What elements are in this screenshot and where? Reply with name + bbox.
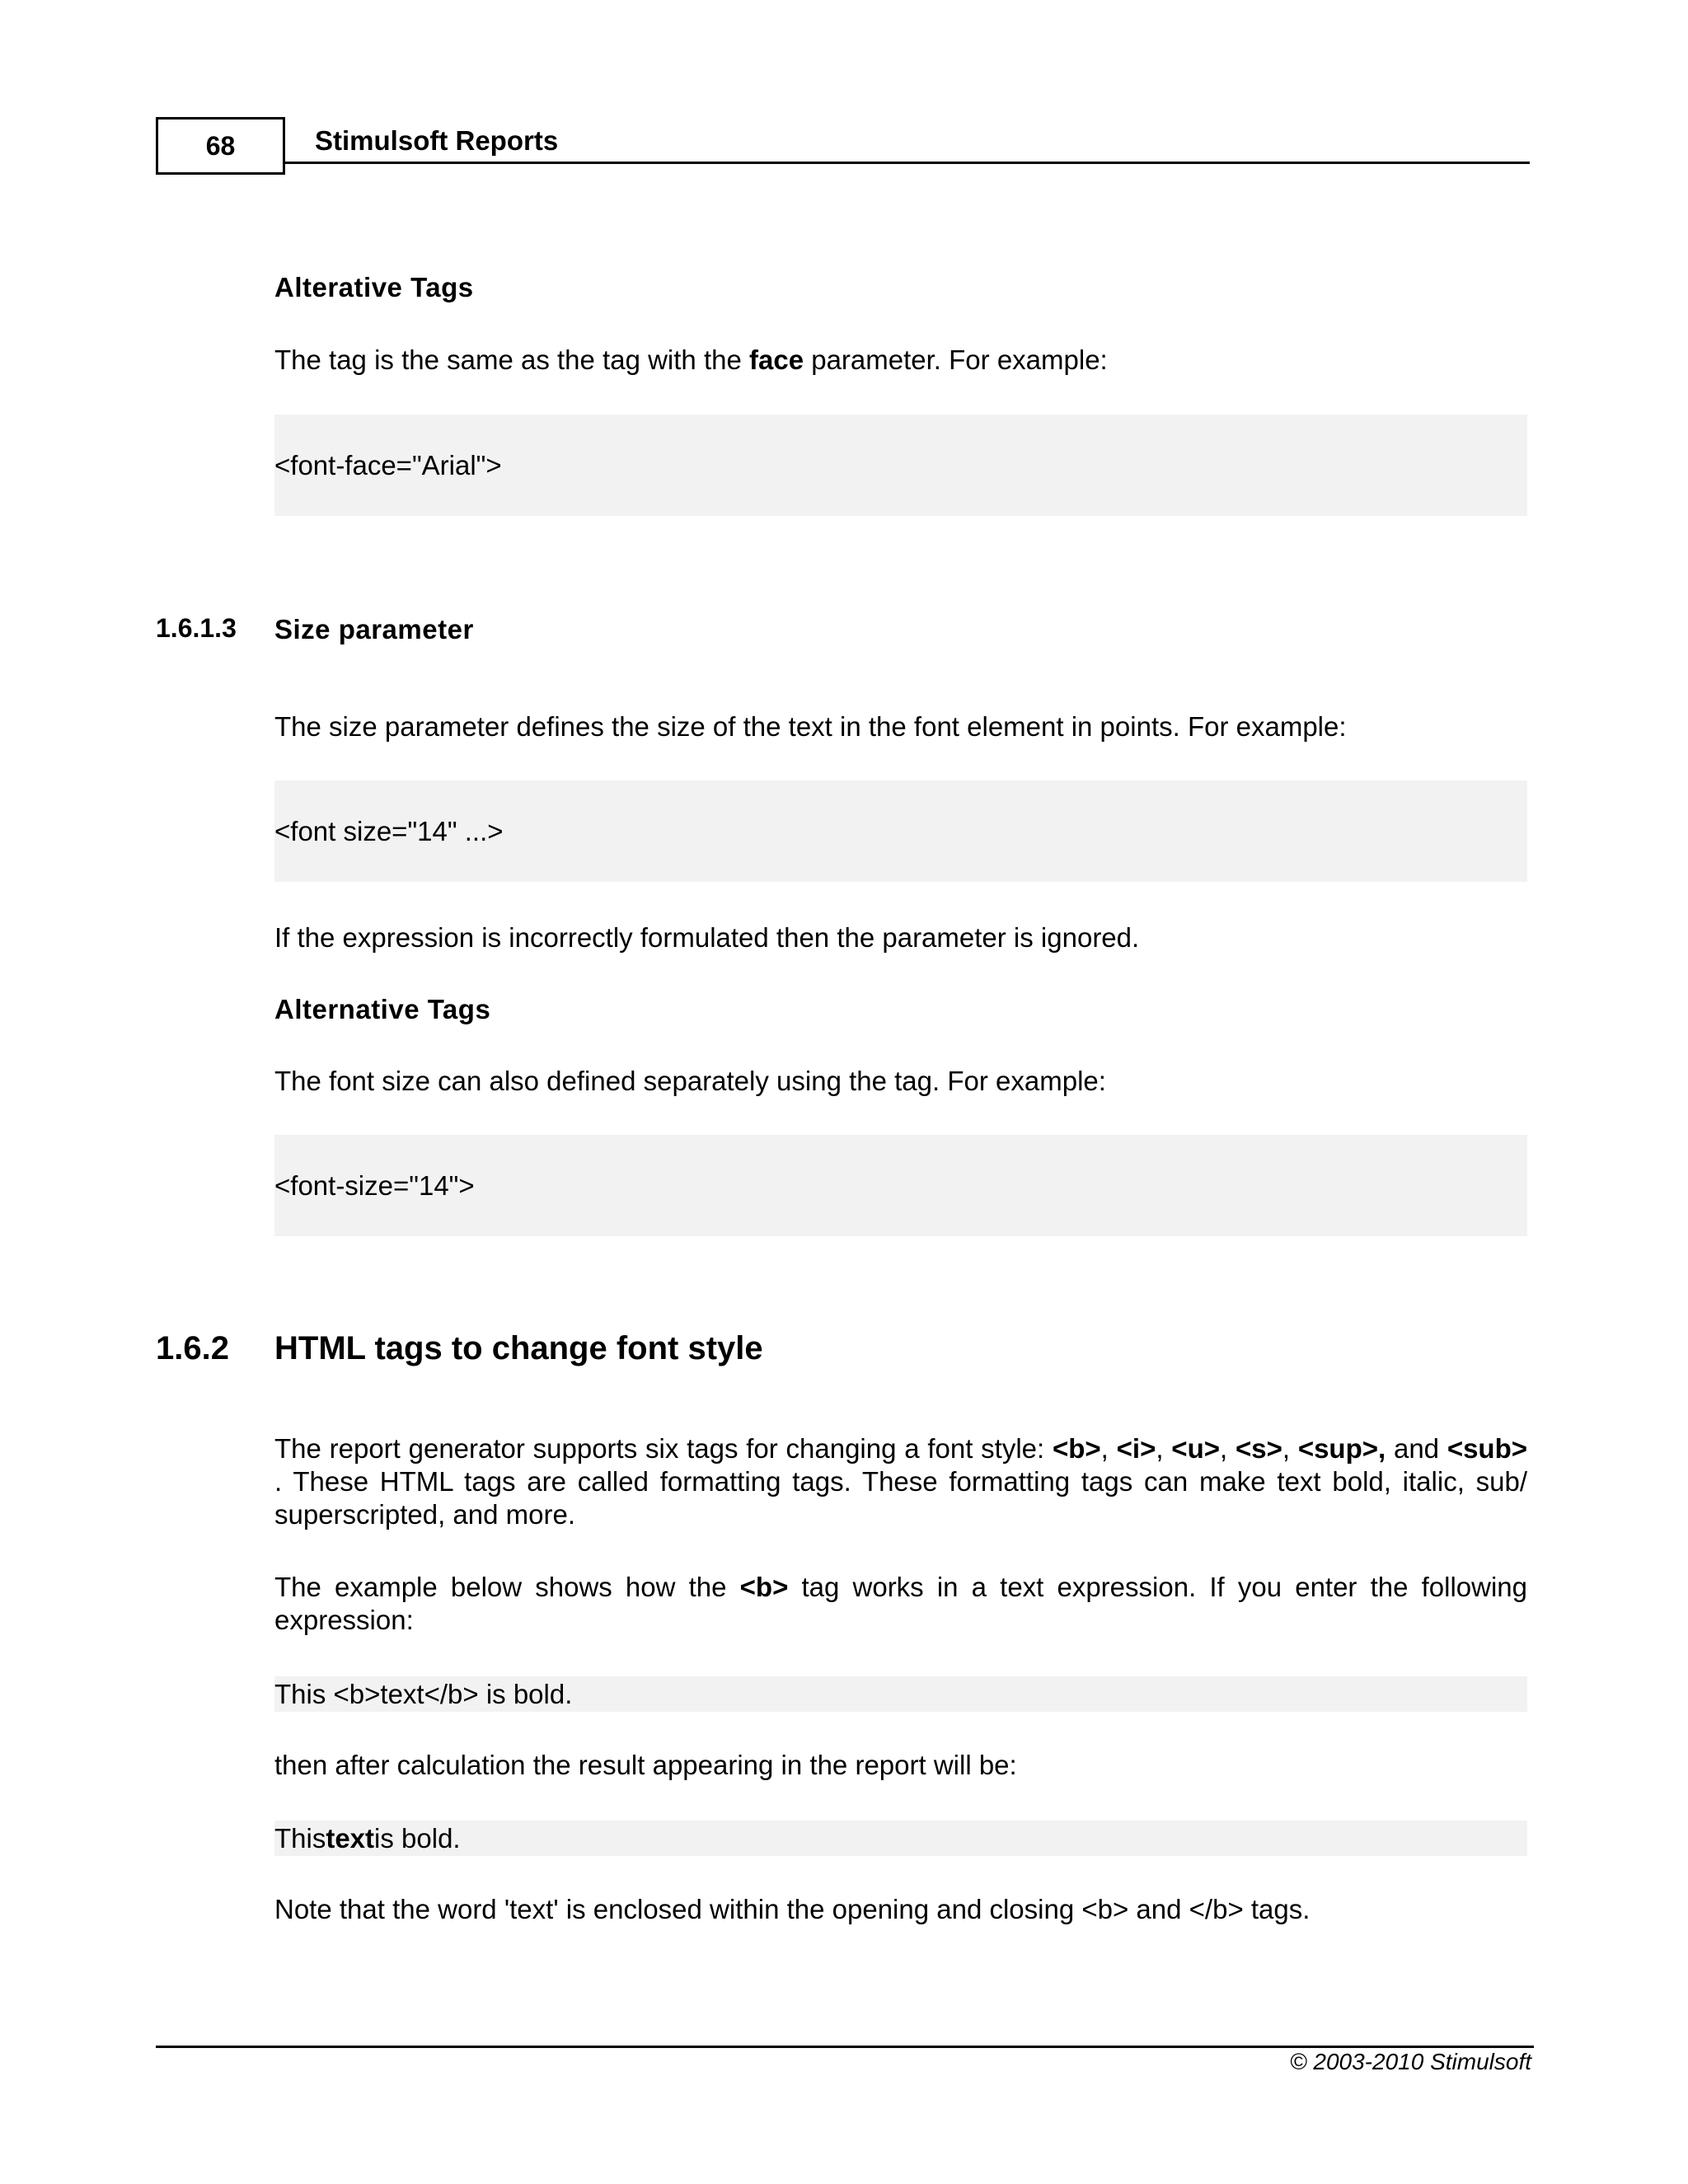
tag-sub: <sub> — [1447, 1433, 1528, 1464]
para-text: The example below shows how the — [274, 1572, 740, 1602]
footer-rule — [156, 2046, 1534, 2048]
alt-tags-heading: Alterative Tags — [274, 272, 474, 302]
code-post: is bold. — [374, 1822, 461, 1854]
alternative-tags-heading: Alternative Tags — [274, 994, 491, 1024]
separator: and — [1386, 1433, 1447, 1464]
code-example-font-size-tag — [274, 1135, 1527, 1236]
footer-copyright: © 2003-2010 Stimulsoft — [1289, 2049, 1531, 2074]
code-example-result — [274, 1821, 1527, 1856]
tag-i: <i> — [1116, 1433, 1156, 1464]
header-rule — [285, 162, 1530, 164]
tag-u: <u> — [1171, 1433, 1220, 1464]
note-paragraph: Note that the word 'text' is enclosed within the opening and closing <b> and </b> tags. — [274, 1894, 1311, 1924]
section-title: HTML tags to change font style — [274, 1330, 763, 1366]
tag-b: <b> — [739, 1572, 789, 1602]
separator: , — [1282, 1433, 1298, 1464]
page-number-text: 68 — [205, 130, 236, 161]
separator: , — [1100, 1433, 1117, 1464]
result-paragraph: then after calculation the result appearing in the report will be: — [274, 1750, 1017, 1780]
para-text: The report generator supports six tags for changing a font style: — [274, 1433, 1053, 1464]
tag-b: <b> — [1052, 1433, 1101, 1464]
page-number — [156, 117, 285, 175]
tag-s: <s> — [1235, 1433, 1282, 1464]
section-number: 1.6.2 — [156, 1330, 229, 1366]
code-text: <font-size="14"> — [274, 1169, 475, 1201]
code-text: <font size="14" ...> — [274, 815, 504, 846]
code-pre: This — [274, 1822, 326, 1854]
code-example-font-face — [274, 415, 1527, 516]
alternative-tags-paragraph: The font size can also defined separately using the tag. For example: — [274, 1066, 1106, 1096]
section-number: 1.6.1.3 — [156, 613, 237, 643]
ignored-note-paragraph: If the expression is incorrectly formulated then the parameter is ignored. — [274, 922, 1140, 953]
alt-tags-para-bold: face — [749, 344, 804, 375]
separator: , — [1220, 1433, 1236, 1464]
code-example-expression — [274, 1676, 1527, 1712]
alt-tags-paragraph — [274, 344, 1527, 377]
alt-tags-para-post: parameter. For example: — [804, 344, 1108, 375]
para-text: tag works in a text expression. If you enter the following expression: — [274, 1572, 1527, 1635]
code-bold: text — [326, 1822, 375, 1854]
section-title: Size parameter — [274, 614, 474, 644]
size-param-paragraph: The size parameter defines the size of the text in the font element in points. For example: — [274, 711, 1347, 742]
formatting-tags-paragraph — [274, 1432, 1527, 1531]
tag-sup: <sup>, — [1297, 1433, 1386, 1464]
code-text: <font-face="Arial"> — [274, 449, 502, 480]
separator: , — [1156, 1433, 1172, 1464]
example-paragraph — [274, 1571, 1527, 1637]
alt-tags-para-pre: The tag is the same as the tag with the — [274, 344, 749, 375]
code-example-font-size — [274, 780, 1527, 882]
code-text: This <b>text</b> is bold. — [274, 1678, 573, 1709]
header-title: Stimulsoft Reports — [315, 125, 559, 156]
para-text: . These HTML tags are called formatting tags. These formatting tags can make text bold, italic, sub/ superscripted, and more. — [274, 1466, 1527, 1530]
